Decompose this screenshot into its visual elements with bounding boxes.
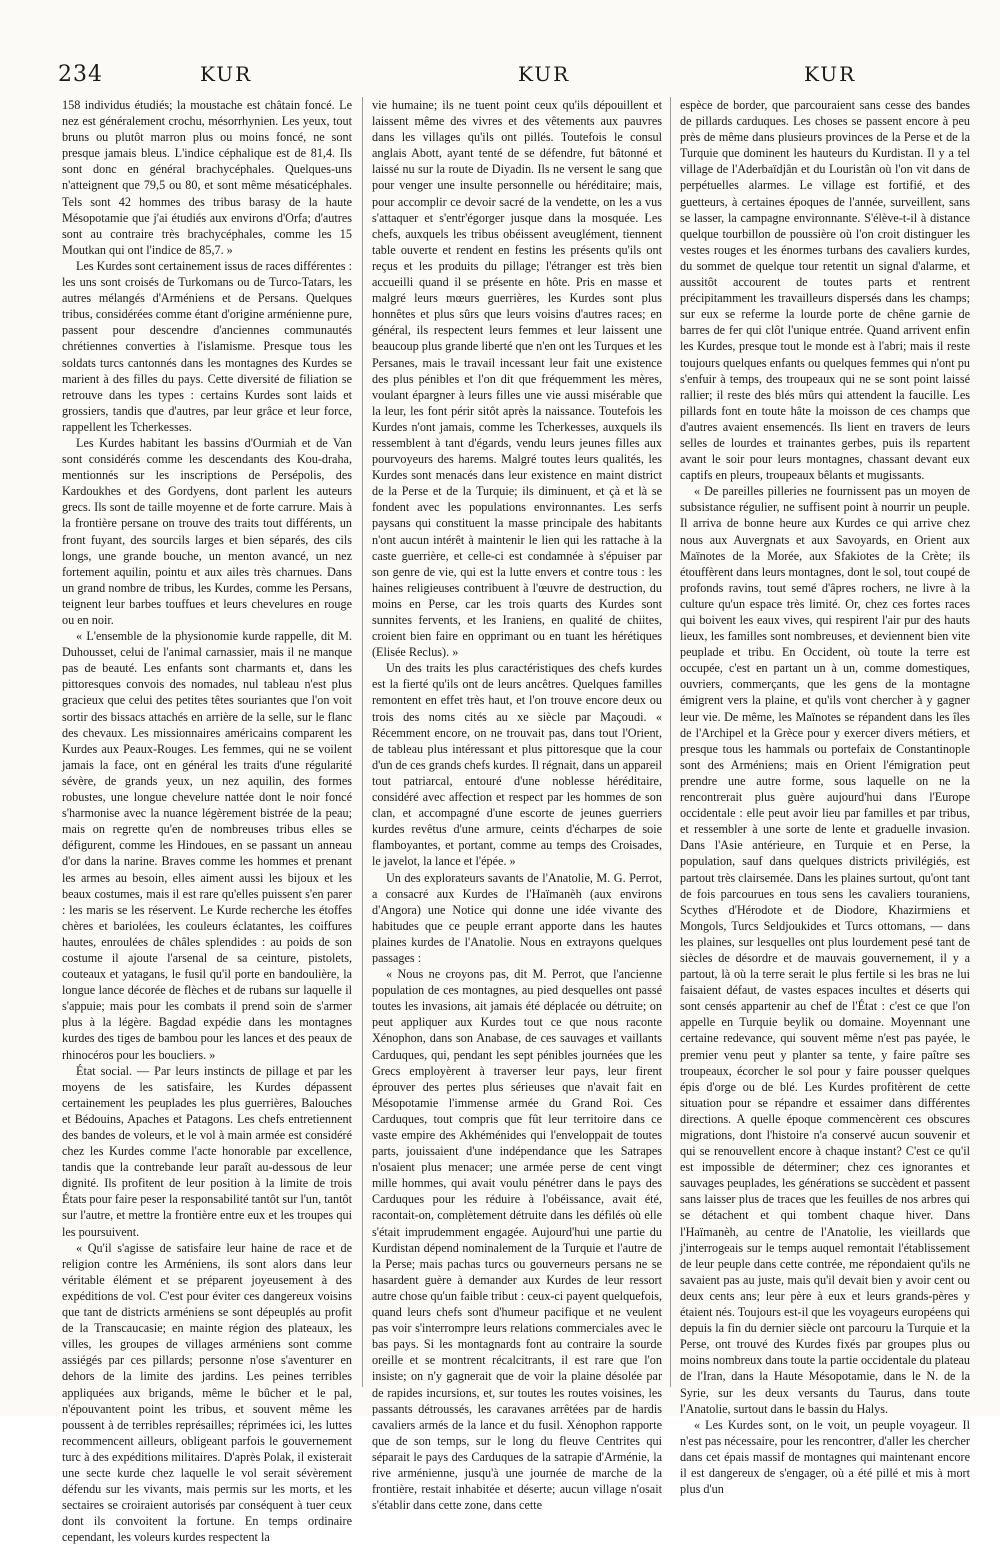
text-column-1 (62, 97, 352, 1545)
paragraph: Un des traits les plus caractéristiques des chefs kurdes est la fierté qu'ils ont de leurs ancêtres. Quelques familles remontent en effet très haut, et l'on trouve encore deux ou trois des noms cités au xe siècle par Maçoudi. « Récemment encore, on ne trouvait pas, dans tout l'Orient, de tableau plus intéressant et plus pittoresque que la cour d'un de ces grands chefs kurdes. Il régnait, dans un appareil tout patriarcal, entouré d'une noblesse héréditaire, considéré avec affection et respect par les hommes de son clan, et accompagné d'une escorte de jeunes guerriers kurdes revêtus d'une armure, ceints d'écharpes de soie flamboyantes, et portant, comme au temps des Croisades, le javelot, la lance et l'épée. » (372, 661, 662, 869)
column-divider (670, 97, 671, 1387)
paragraph: espèce de border, que parcouraient sans cesse des bandes de pillards carduques. Les choses se passent encore à peu près de même dans plusieurs provinces de la Perse et de la Turquie que dominent les hauteurs du Kurdistan. Il y a tel village de l'Aderbaïdjân et du Louristân où l'on vit dans de perpétuelles alarmes. Le village est fortifié, et des guetteurs, à certaines époques de l'année, surveillent, sans se lasser, la campagne environnante. S'élève-t-il à distance quelque tourbillon de poussière où l'on croit distinguer les vestes rouges et les énormes turbans des cavaliers kurdes, du sommet de quelque tour retentit un signal d'alarme, et aussitôt accourent de toutes parts et rentrent précipitamment les travailleurs dispersés dans les champs; sur eux se referme la lourde porte de chêne garnie de barres de fer qui clôt l'unique entrée. Quand arrivent enfin les Kurdes, presque tout le monde est à l'abri; mais il reste toujours quelques enfants ou quelques femmes qui n'ont pu s'enfuir à temps, des troupeaux qui ne se sont point laissé rallier; il reste des blés mûrs qui attendent la faucille. Les pillards font en toute hâte la moisson de ces champs que d'autres avaient ensemencés. Ils lient en travers de leurs selles de lourdes et trainantes gerbes, puis ils repartent avant le soir pour leurs montagnes, chassant devant eux captifs en pleurs, troupeaux bêlants et mugissants. (680, 98, 970, 483)
running-head-center: KUR (518, 62, 571, 86)
paragraph: Les Kurdes habitant les bassins d'Ourmiah et de Van sont considérés comme les descendants des Kou-draha, mentionnés sur les inscriptions de Persépolis, des Kardoukhes et des Gordyens, dont parlent les auteurs grecs. Ils sont de taille moyenne et de forte carrure. Mais à la frontière persane on trouve des traits tout différents, un front fuyant, des sourcils larges et bien séparés, des cils longs, une grande bouche, un menton avancé, un nez fortement aquilin, pointu et aux ailes très charnues. Dans un grand nombre de tribus, les Kurdes, comme les Persans, teignent leur barbes touffues et leurs chevelures en rouge ou en noir. (62, 435, 352, 627)
running-head-left: KUR (200, 62, 253, 86)
paragraph: 158 individus étudiés; la moustache est châtain foncé. Le nez est généralement crochu, mésorrhynien. Les yeux, tout bruns ou plutôt marron plus ou moins foncé, ne sont presque jamais bleus. L'indice céphalique est de 81,4. Ils sont donc en général brachycéphales. Quelques-uns n'atteignent que 79,5 ou 80, et sont même mésaticéphales. Tels sont 42 hommes des tribus barasy de la haute Mésopotamie que j'ai étudiés aux environs d'Orfa; d'autres sont au contraire très brachycéphales, comme les 15 Moutkan qui ont l'indice de 85,7. » (62, 98, 352, 257)
paragraph: Un des explorateurs savants de l'Anatolie, M. G. Perrot, a consacré aux Kurdes de l'Haïmanèh (aux environs d'Angora) une Notice qui donne une idée vivante des habitudes que ce peuple errant apporte dans les hautes plaines kurdes de l'Anatolie. Nous en extrayons quelques passages : (372, 870, 662, 965)
text-column-3 (680, 97, 970, 1497)
paragraph: « Qu'il s'agisse de satisfaire leur haine de race et de religion contre les Arméniens, ils sont alors dans leur véritable élément et se préparent joyeusement à des expéditions de vol. C'est pour éviter ces dangereux voisins que tant de districts arméniens se sont dépeuplés au profit de la Transcaucasie; en mainte région des plateaux, les villes, les groupes de villages arméniens sont comme assiégés par ces pillards; personne n'ose s'aventurer en dehors de la limite des jardins. Les peines terribles appliquées aux brigands, même le bûcher et le pal, n'épouvantent point les tribus, et souvent même les poussent à de terribles représailles; réprimées ici, les luttes recommencent ailleurs, obligeant parfois le gouvernement turc à des expéditions militaires. D'après Polak, il existerait une secte kurde chez laquelle le vol serait sévèrement défendu sur les vivants, mais permis sur les morts, et les sectaires se croiraient autorisés par conséquent à tuer ceux dont ils convoitent la fortune. En temps ordinaire cependant, les voleurs kurdes respectent la (62, 1240, 352, 1545)
paragraph: « Les Kurdes sont, on le voit, un peuple voyageur. Il n'est pas nécessaire, pour les rencontrer, d'aller les chercher dans cet épais massif de montagnes qui maintenant encore il est dangereux de s'engager, où a été pillé et mis à mort plus d'un (680, 1417, 970, 1497)
page-header (58, 62, 960, 92)
paragraph: « L'ensemble de la physionomie kurde rappelle, dit M. Duhousset, celui de l'animal carnassier, mais il ne manque pas de beauté. Les enfants sont charmants et, dans les pittoresques convois des nomades, nul tableau n'est plus gracieux que celui des petites têtes souriantes que l'on voit sortir des bissacs attachés en arrière de la selle, sur le flanc des chevaux. Les missionnaires américains comparent les Kurdes aux Peaux-Rouges. Les femmes, qui ne se voilent jamais la face, ont en général les traits d'une régularité sévère, de grands yeux, un nez aquilin, des formes robustes, une longue chevelure nattée dont le noir foncé s'harmonise avec la nuance légèrement bistrée de la peau; mais on regrette qu'en de nombreuses tribus elles se défigurent, comme les Hindoues, en se passant un anneau d'or dans la narine. Braves comme les hommes et prenant les armes au besoin, elles aiment aussi les bijoux et les beaux costumes, mais il est rare qu'elles puissent s'en parer : les maris se les réservent. Le Kurde recherche les étoffes chères et bariolées, les couleurs éclatantes, les coiffures hautes, enroulées de châles splendides : au poids de son costume il ajoute l'arsenal de sa ceinture, pistolets, couteaux et yatagans, le fusil qu'il porte en bandoulière, la longue lance décorée de flèches et de rubans sur laquelle il s'appuie; mais pour les combats il prend soin de s'armer plus à la légère. Bagdad expédie dans les montagnes kurdes des tiges de bambou pour les lances et des peaux de rhinocéros pour les boucliers. » (62, 629, 352, 1062)
page-number: 234 (58, 62, 103, 87)
column-divider (362, 97, 363, 1387)
paragraph: Les Kurdes sont certainement issus de races différentes : les uns sont croisés de Turkomans ou de Turco-Tatars, les autres mélangés d'Arméniens et de Persans. Quelques tribus, considérées comme étant d'origine arménienne pure, passent pour descendre d'anciennes communautés chrétiennes converties à l'islamisme. Presque tous les soldats turcs cantonnés dans les montagnes des Kurdes se marient à des filles du pays. Cette diversité de filiation se retrouve dans les types : certains Kurdes sont laids et grossiers, tandis que d'autres, par leur grâce et leur force, rappellent les Tcherkesses. (62, 258, 352, 434)
paragraph: « Nous ne croyons pas, dit M. Perrot, que l'ancienne population de ces montagnes, au pied desquelles ont passé toutes les invasions, ait jamais été déplacée ou détruite; on peut appliquer aux Kurdes tout ce que nous raconte Xénophon, dans son Anabase, de ces sauvages et vaillants Carduques, qui, pendant les sept pénibles journées que les Grecs employèrent à traverser leur pays, leur firent éprouver des pertes plus sérieuses que n'avait fait en Mésopotamie l'immense armée du Grand Roi. Ces Carduques, tout compris que fût leur territoire dans ce vaste empire des Akhéménides qui l'enveloppait de toutes parts, jouissaient d'une indépendance que les Satrapes n'osaient plus menacer; une armée perse de cent vingt mille hommes, qui avait voulu pénétrer dans le pays des Carduques pour les réduire à l'obéissance, avait été, racontait-on, complètement détruite dans les défilés où elle s'était imprudemment engagée. Aujourd'hui une partie du Kurdistan dépend nominalement de la Turquie et l'autre de la Perse; mais pachas turcs ou gouverneurs persans ne se hasardent guère à demander aux Kurdes de leur ressort autre chose qu'un faible tribut : ceux-ci payent quelquefois, quand leurs chefs sont d'humeur pacifique et ne veulent pas voir s'interrompre leurs relations commerciales avec le bas pays. Si les montagnards font au contraire la sourde oreille et se montrent récalcitrants, il est rare que l'on insiste; on n'y gagnerait que de voir la plaine désolée par de rapides incursions, et, sur toutes les routes voisines, les passants détroussés, les caravanes arrêtées par de hardis cavaliers armés de la lance et du fusil. Xénophon rapporte que de son temps, sur le long du fleuve Centrites qui séparait le pays des Carduques de la satrapie d'Arménie, la rive arménienne, jusqu'à une journée de marche de la frontière, restait inhabitée et déserte; aucun village n'osait s'établir dans cette zone, dans cette (372, 967, 662, 1513)
paragraph: « De pareilles pilleries ne fournissent pas un moyen de subsistance régulier, ne suffisent point à nourrir un peuple. Il arriva de bonne heure aux Kurdes ce qui arrive chez nous aux Auvergnats et aux Savoyards, en Orient aux Maïnotes de la Morée, aux Sfakiotes de la Crète; ils étouffèrent dans leurs montagnes, dont le sol, tout coupé de profonds ravins, tout semé d'âpres rochers, ne livre à la culture qu'un espace très limité. Or, chez ces fortes races qui boivent les eaux vives, qui respirent l'air pur des hauts lieux, les familles sont nombreuses, et deviennent bien vite peuplade et tribu. En Occident, où toute la terre est occupée, c'est en partant un à un, comme domestiques, ouvriers, commerçants, que les gens de la montagne émigrent vers la plaine, et qu'ils vont chercher à y gagner leur vie. De même, les Maïnotes se répandent dans les îles de l'Archipel et la Grèce pour y exercer divers métiers, et presque tous les hammals ou portefaix de Constantinople sont des Arméniens; mais en Orient l'émigration peut prendre une autre forme, sous laquelle on ne la rencontrerait plus guère aujourd'hui dans l'Europe occidentale : elle peut avoir lieu par familles et par tribus, et ressembler à une sorte de lente et graduelle invasion. Dans l'Asie antérieure, en Turquie et en Perse, la population, sauf dans quelques districts privilégiés, est partout très clairsemée. Dans les plaines surtout, qu'ont tant de fois parcourues en tous sens les cavaliers touraniens, Scythes d'Hérodote et de Diodore, Khazirmiens et Mongols, Turcs Seldjoukides et Turcs ottomans, — dans les plaines, sur lesquelles ont plus lourdement pesé tant de siècles de désordre et de mauvais gouvernement, il y a partout, là où la terre serait le plus fertile si les bras ne lui faisaient défaut, de vastes espaces incultes et déserts qui sont censés appartenir au chef de l'État : c'est ce que l'on appelle en Turquie beylik ou domaine. Moyennant une certaine redevance, qui souvent même n'est pas payée, le premier venu peut y planter sa tente, y faire paître ses troupeaux, écorcher le sol pour y faire pousser quelques épis d'orge ou de blé. Les Kurdes profitèrent de cette situation pour se répandre et essaimer dans différentes directions. A quelle époque commencèrent ces obscures migrations, dont l'histoire n'a conservé aucun souvenir et qui se renouvellent encore à chaque instant? C'est ce qu'il est impossible de déterminer; chez ces ignorantes et sauvages peuplades, les générations se succèdent et passent sans laisser plus de traces que les feuilles de nos arbres qui se détachent et qui tombent chaque hiver. Dans l'Haïmanèh, au centre de l'Anatolie, les vieillards que j'interrogeais sur le temps auquel remontait l'établissement de leur peuple dans cette contrée, me répondaient qu'ils ne savaient pas au juste, mais qu'il devait bien y avoir cent ou deux cents ans; leur père à eux et leurs grands-pères y étaient nés. Toujours est-il que les voyageurs européens qui depuis la fin du dernier siècle ont parcouru la Turquie et la Perse, ont trouvé des Kurdes fixés par groupes plus ou moins nombreux dans toute la partie occidentale du plateau de l'Iran, dans la Haute Mésopotamie, dans le N. de la Syrie, sur les deux versants du Taurus, dans toute l'Anatolie, surtout dans le bassin du Halys. (680, 484, 970, 1416)
paragraph: vie humaine; ils ne tuent point ceux qu'ils dépouillent et laissent même des vivres et des vêtements aux pauvres dans les villages qu'ils ont pillés. Toutefois le consul anglais Abott, ayant tenté de se défendre, fut bâtonné et laissé nu sur la route de Diyadin. Ils ne versent le sang que pour venger une insulte personnelle ou héréditaire; mais, pour accomplir ce devoir sacré de la vendette, on les a vus s'attaquer et s'entr'égorger jusque dans la mosquée. Les chefs, auxquels les tribus obéissent aveuglément, tiennent table ouverte et rendent en festins les présents qu'ils ont reçus et les produits du pillage; l'étranger est très bien accueilli quand il se présente en hôte. Pris en masse et malgré leurs mœurs guerrières, les Kurdes sont plus honnêtes et plus sûrs que leurs voisins d'autres races; en général, ils respectent leurs femmes et leur laissent une beaucoup plus grande liberté que n'en ont les Turques et les Persanes, mais le travail incessant leur fait une existence des plus pénibles et l'on dit que fréquemment les mères, voulant épargner à leurs filles une vie aussi misérable que la leur, les font périr sitôt après la naissance. Toutefois les Kurdes n'ont jamais, comme les Tcherkesses, auxquels ils ressemblent à tant d'égards, vendu leurs jeunes filles aux pourvoyeurs des harems. Malgré toutes leurs qualités, les Kurdes sont menacés dans leur existence en maint district de la Perse et de la Turquie; ils diminuent, et çà et là se fondent avec les populations environnantes. Les serfs paysans qui constituent la masse principale des habitants n'ont aucun intérêt à maintenir le lien qui les rattache à la caste guerrière, et celle-ci est condamnée à s'épuiser par son genre de vie, qui est la lutte envers et contre tous : les haines religieuses contribuent à l'œuvre de destruction, du moins en Perse, car les trois quarts des Kurdes sont sunnites fervents, et les Iraniens, en qualité de chiites, croient bien faire en opprimant ou en tuant les hérétiques (Elisée Reclus). » (372, 98, 662, 660)
running-head-right: KUR (804, 62, 857, 86)
paragraph: État social. — Par leurs instincts de pillage et par les moyens de les satisfaire, les Kurdes dépassent certainement les peuplades les plus guerrières, Balouches et Bédouins, Apaches et Patagons. Les chefs entretiennent des bandes de voleurs, et le vol à main armée est considéré chez les Kurdes comme l'acte honorable par excellence, tandis que la contrebande leur paraît au-dessous de leur dignité. Ils profitent de leur position à la limite de trois États pour faire peser la responsabilité tantôt sur l'un, tantôt sur l'autre, et mettre la frontière entre eux et les troupes qui les poursuivent. (62, 1063, 352, 1239)
text-column-2 (372, 97, 662, 1513)
